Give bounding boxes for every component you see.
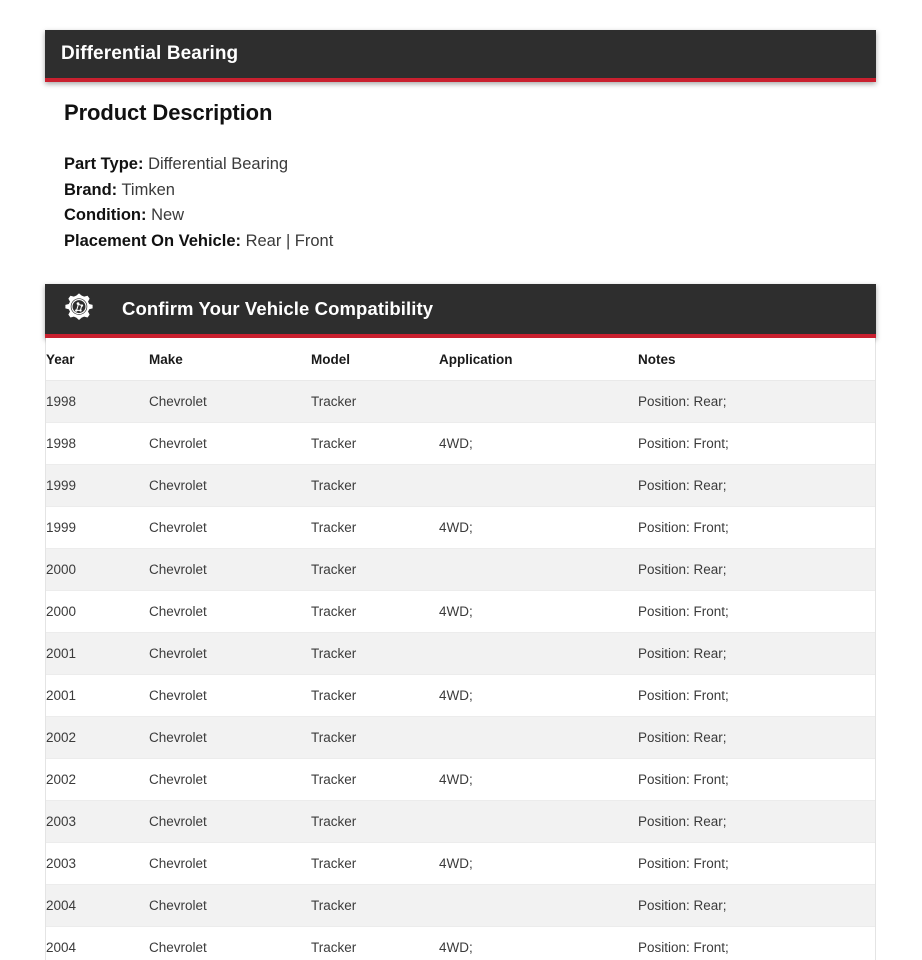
- cell-model: Tracker: [311, 885, 439, 927]
- cell-application: 4WD;: [439, 759, 638, 801]
- cell-notes: Position: Rear;: [638, 885, 875, 927]
- cell-year: 1998: [46, 423, 149, 465]
- cell-make: Chevrolet: [149, 927, 311, 960]
- cell-model: Tracker: [311, 717, 439, 759]
- cell-year: 2003: [46, 801, 149, 843]
- cell-model: Tracker: [311, 507, 439, 549]
- cell-make: Chevrolet: [149, 423, 311, 465]
- cell-year: 2003: [46, 843, 149, 885]
- spec-label-part-type: Part Type:: [64, 155, 144, 173]
- cell-notes: Position: Front;: [638, 591, 875, 633]
- cell-model: Tracker: [311, 423, 439, 465]
- table-row: [46, 465, 875, 507]
- cell-notes: Position: Front;: [638, 927, 875, 960]
- cell-year: 2004: [46, 885, 149, 927]
- cell-application: 4WD;: [439, 591, 638, 633]
- spec-value-part-type: Differential Bearing: [148, 155, 289, 173]
- cell-notes: Position: Rear;: [638, 381, 875, 423]
- cell-year: 1999: [46, 465, 149, 507]
- fitment-table-head: [46, 338, 875, 381]
- cell-notes: Position: Rear;: [638, 465, 875, 507]
- column-header-application[interactable]: Application: [439, 338, 638, 381]
- cell-year: 2001: [46, 675, 149, 717]
- cell-model: Tracker: [311, 591, 439, 633]
- cell-make: Chevrolet: [149, 885, 311, 927]
- table-row: [46, 927, 875, 960]
- cell-make: Chevrolet: [149, 675, 311, 717]
- cell-model: Tracker: [311, 675, 439, 717]
- table-row: [46, 549, 875, 591]
- compatibility-banner: [45, 284, 876, 338]
- table-row: [46, 633, 875, 675]
- cell-model: Tracker: [311, 801, 439, 843]
- table-row: [46, 843, 875, 885]
- cell-notes: Position: Front;: [638, 843, 875, 885]
- fitment-table-body: [46, 381, 875, 960]
- table-row: [46, 885, 875, 927]
- table-row: [46, 507, 875, 549]
- cell-make: Chevrolet: [149, 465, 311, 507]
- vehicle-fitment-table: [46, 338, 875, 960]
- cell-notes: Position: Rear;: [638, 801, 875, 843]
- cell-application: [439, 549, 638, 591]
- cell-year: 2000: [46, 549, 149, 591]
- table-row: [46, 759, 875, 801]
- cell-make: Chevrolet: [149, 633, 311, 675]
- fitment-header-row: [46, 338, 875, 381]
- cell-year: 2000: [46, 591, 149, 633]
- spec-row-placement-on-vehicle: [64, 229, 876, 255]
- column-header-notes[interactable]: Notes: [638, 338, 875, 381]
- product-description-body: [45, 82, 876, 254]
- spec-row-condition: [64, 203, 876, 229]
- cell-make: Chevrolet: [149, 381, 311, 423]
- cell-application: 4WD;: [439, 927, 638, 960]
- cell-make: Chevrolet: [149, 759, 311, 801]
- cell-make: Chevrolet: [149, 507, 311, 549]
- table-row: [46, 423, 875, 465]
- product-title-banner: [45, 30, 876, 82]
- cell-make: Chevrolet: [149, 843, 311, 885]
- table-row: [46, 381, 875, 423]
- cell-application: [439, 885, 638, 927]
- cell-year: 2002: [46, 717, 149, 759]
- compatibility-title: Confirm Your Vehicle Compatibility: [122, 298, 434, 319]
- cell-notes: Position: Rear;: [638, 633, 875, 675]
- spec-label-placement-on-vehicle: Placement On Vehicle:: [64, 231, 241, 250]
- cell-application: 4WD;: [439, 843, 638, 885]
- table-row: [46, 801, 875, 843]
- cell-notes: Position: Rear;: [638, 549, 875, 591]
- column-header-model[interactable]: Model: [311, 338, 439, 381]
- cell-notes: Position: Front;: [638, 423, 875, 465]
- spec-label-condition: Condition:: [64, 206, 147, 224]
- cell-application: [439, 717, 638, 759]
- cell-application: 4WD;: [439, 423, 638, 465]
- cell-application: 4WD;: [439, 675, 638, 717]
- product-spec-list: [64, 152, 876, 254]
- spec-value-condition: New: [151, 206, 185, 224]
- cell-year: 2004: [46, 927, 149, 960]
- cell-model: Tracker: [311, 381, 439, 423]
- cell-make: Chevrolet: [149, 801, 311, 843]
- cell-make: Chevrolet: [149, 549, 311, 591]
- cell-application: [439, 801, 638, 843]
- gear-icon: [62, 292, 96, 326]
- vehicle-compatibility-card: [45, 285, 876, 960]
- table-row: [46, 591, 875, 633]
- cell-year: 1998: [46, 381, 149, 423]
- spec-row-brand: [64, 178, 876, 204]
- cell-model: Tracker: [311, 759, 439, 801]
- cell-model: Tracker: [311, 465, 439, 507]
- spec-row-part-type: [64, 152, 876, 178]
- cell-model: Tracker: [311, 927, 439, 960]
- cell-application: 4WD;: [439, 507, 638, 549]
- cell-application: [439, 465, 638, 507]
- cell-notes: Position: Rear;: [638, 717, 875, 759]
- cell-make: Chevrolet: [149, 591, 311, 633]
- spec-value-placement-on-vehicle: Rear | Front: [245, 231, 334, 250]
- page-title: Differential Bearing: [61, 43, 239, 64]
- cell-notes: Position: Front;: [638, 759, 875, 801]
- spec-label-brand: Brand:: [64, 180, 118, 199]
- cell-year: 2002: [46, 759, 149, 801]
- cell-year: 1999: [46, 507, 149, 549]
- cell-application: [439, 381, 638, 423]
- product-description-card: [45, 30, 876, 254]
- table-row: [46, 675, 875, 717]
- cell-model: Tracker: [311, 633, 439, 675]
- cell-make: Chevrolet: [149, 717, 311, 759]
- cell-application: [439, 633, 638, 675]
- column-header-make[interactable]: Make: [149, 338, 311, 381]
- column-header-year[interactable]: Year: [46, 338, 149, 381]
- spec-value-brand: Timken: [121, 180, 175, 199]
- product-description-heading: Product Description: [64, 100, 273, 125]
- cell-year: 2001: [46, 633, 149, 675]
- cell-notes: Position: Front;: [638, 507, 875, 549]
- cell-model: Tracker: [311, 549, 439, 591]
- cell-notes: Position: Front;: [638, 675, 875, 717]
- table-row: [46, 717, 875, 759]
- cell-model: Tracker: [311, 843, 439, 885]
